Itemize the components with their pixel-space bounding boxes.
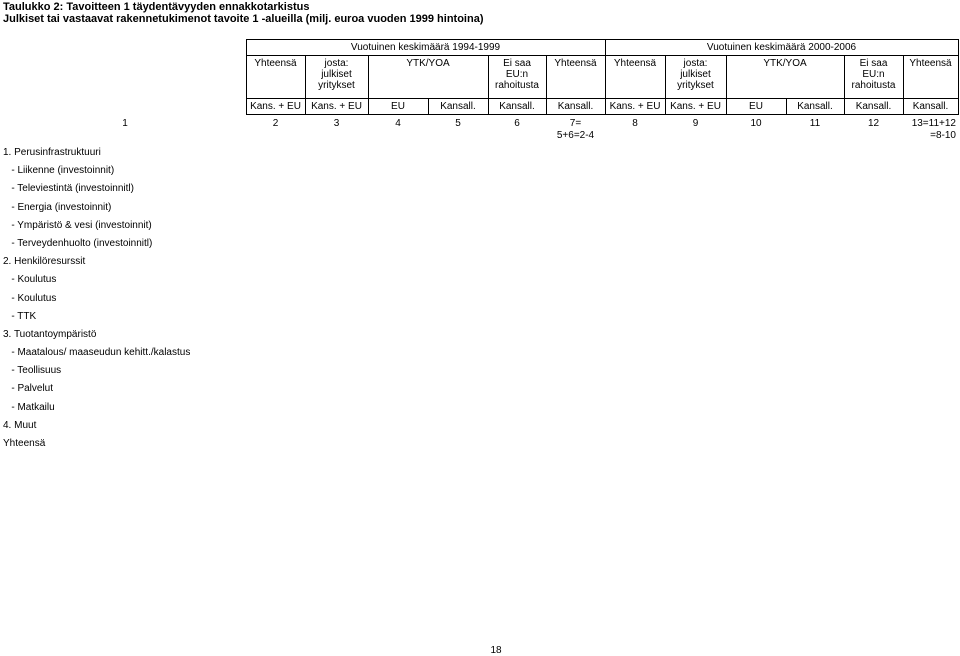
funding-cell: Kansall. xyxy=(855,101,892,112)
col-header-ytk-1: YTK/YOA xyxy=(406,58,450,69)
funding-cell: Kansall. xyxy=(557,101,594,112)
col-header-total-2: Yhteensä xyxy=(613,58,657,69)
col-header-total-1: Yhteensä xyxy=(254,58,297,69)
col-number: 6 xyxy=(514,118,520,129)
row-label: 4. Muut xyxy=(3,419,37,431)
col-header-eisaa-line2: EU:n xyxy=(862,69,885,80)
col-header-total-2b: Yhteensä xyxy=(909,58,952,69)
col-number: 13=11+12 xyxy=(911,118,956,129)
row-label: 3. Tuotantoympäristö xyxy=(3,328,97,340)
col-header-josta-line1: josta: xyxy=(324,58,349,69)
col-header-eisaa-line1: Ei saa xyxy=(503,58,531,69)
table-title: Taulukko 2: Tavoitteen 1 täydentävyyden ennakkotarkistus xyxy=(3,1,310,13)
col-number: 8 xyxy=(632,118,638,129)
col-number: 5 xyxy=(455,118,461,129)
col-number: 4 xyxy=(395,118,401,129)
row-label: - Terveydenhuolto (investoinnitl) xyxy=(3,237,153,249)
col-number: 3 xyxy=(333,118,340,129)
row-label: 2. Henkilöresurssit xyxy=(3,256,86,268)
funding-cell: Kansall. xyxy=(912,101,949,112)
col-number: 7= xyxy=(569,118,582,129)
row-label: - Televiestintä (investoinnitl) xyxy=(3,183,134,195)
row-label: - Palvelut xyxy=(3,383,54,395)
row-label: - Koulutus xyxy=(3,274,57,286)
funding-cell: EU xyxy=(749,101,763,112)
col-header-eisaa-2 xyxy=(844,58,903,91)
col-header-josta-line3: yritykset xyxy=(677,80,714,91)
funding-cell: Kans. + EU xyxy=(250,101,301,112)
col-header-josta-line2: julkiset xyxy=(680,69,711,80)
row-label: - Liikenne (investoinnit) xyxy=(3,165,115,177)
row-label: - Koulutus xyxy=(3,292,57,304)
period-1-header: Vuotuinen keskimäärä 1994-1999 xyxy=(350,42,501,53)
row-label: - Matkailu xyxy=(3,401,55,413)
col-header-josta-1 xyxy=(305,58,368,91)
col-number: 10 xyxy=(750,118,762,129)
col-header-eisaa-line1: Ei saa xyxy=(859,58,888,69)
row-labels xyxy=(3,144,243,453)
col-header-josta-2 xyxy=(665,58,726,91)
col-header-eisaa-1 xyxy=(488,58,546,91)
funding-cell: Kans. + EU xyxy=(609,101,661,112)
row-label: - Teollisuus xyxy=(3,365,62,377)
col-header-eisaa-line2: EU:n xyxy=(505,69,529,80)
col-header-josta-line1: josta: xyxy=(683,58,708,69)
page-number: 18 xyxy=(490,645,502,656)
col-number: 9 xyxy=(692,118,699,129)
col-number: 2 xyxy=(272,118,279,129)
col-number-note: 5+6=2-4 xyxy=(556,130,595,141)
funding-cell: Kansall. xyxy=(499,101,535,112)
col-header-total-1b: Yhteensä xyxy=(554,58,597,69)
col-number: 12 xyxy=(867,118,880,129)
table-subtitle: Julkiset tai vastaavat rakennetukimenot tavoite 1 -alueilla (milj. euroa vuoden 1999 hintoina) xyxy=(3,13,484,25)
funding-cell: EU xyxy=(391,101,405,112)
row-label: - Ympäristö & vesi (investoinnit) xyxy=(3,219,152,231)
col-header-josta-line2: julkiset xyxy=(321,69,352,80)
row-label: - Energia (investoinnit) xyxy=(3,201,112,213)
funding-cell: Kansall. xyxy=(440,101,476,112)
row-label: - Maatalous/ maaseudun kehitt./kalastus xyxy=(3,347,191,359)
row-label: Yhteensä xyxy=(3,438,46,449)
row-label: - TTK xyxy=(3,310,37,322)
period-2-header: Vuotuinen keskimäärä 2000-2006 xyxy=(706,42,857,53)
funding-cell: Kans. + EU xyxy=(311,101,362,112)
col-number-note: =8-10 xyxy=(930,130,956,141)
row-label: 1. Perusinfrastruktuuri xyxy=(3,147,101,158)
funding-cell: Kansall. xyxy=(797,101,833,112)
col-header-eisaa-line3: rahoitusta xyxy=(495,80,539,91)
col-number: 1 xyxy=(122,118,128,129)
col-number: 11 xyxy=(809,118,821,129)
funding-cell: Kans. + EU xyxy=(670,101,721,112)
col-header-josta-line3: yritykset xyxy=(318,80,355,91)
col-header-ytk-2: YTK/YOA xyxy=(763,58,807,69)
col-header-eisaa-line3: rahoitusta xyxy=(851,80,896,91)
